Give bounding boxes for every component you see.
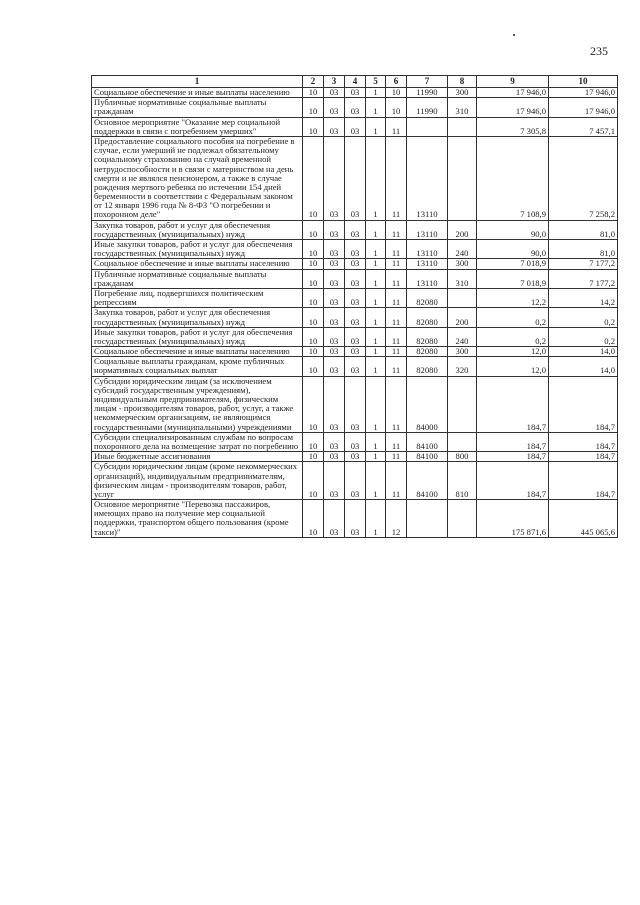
cell-subsection: 03 [345,308,366,327]
cell-event: 11 [386,432,407,451]
cell-event: 10 [386,98,407,117]
table-row [92,347,618,357]
cell-subsection: 03 [345,357,366,376]
cell-subsection: 03 [345,432,366,451]
table-row [92,327,618,346]
cell-code: 10 [303,269,324,288]
cell-amount-2: 0,2 [549,308,618,327]
cell-subsection: 03 [345,117,366,136]
cell-code: 10 [303,98,324,117]
cell-amount-2: 14,2 [549,288,618,307]
row-name: Закупка товаров, работ и услуг для обеспечения государственных (муниципальных) нужд [92,220,303,239]
cell-section: 03 [324,357,345,376]
cell-subsection: 03 [345,288,366,307]
cell-section: 03 [324,136,345,220]
cell-program: 1 [366,327,386,346]
cell-amount-2: 7 457,1 [549,117,618,136]
cell-amount-1: 90,0 [477,220,549,239]
table-row [92,288,618,307]
cell-section: 03 [324,452,345,462]
cell-program: 1 [366,117,386,136]
cell-amount-2: 184,7 [549,432,618,451]
cell-expense-type: 810 [448,462,477,500]
row-name: Погребение лиц, подвергшихся политическим репрессиям [92,288,303,307]
row-name: Основное мероприятие "Оказание мер социальной поддержки в связи с погребением умерших" [92,117,303,136]
cell-amount-2: 7 177,2 [549,269,618,288]
cell-amount-2: 445 065,6 [549,500,618,538]
cell-direction: 82080 [407,347,448,357]
cell-direction: 82080 [407,327,448,346]
cell-section: 03 [324,117,345,136]
row-name: Закупка товаров, работ и услуг для обеспечения государственных (муниципальных) нужд [92,308,303,327]
cell-program: 1 [366,259,386,269]
cell-subsection: 03 [345,452,366,462]
cell-section: 03 [324,269,345,288]
cell-expense-type [448,432,477,451]
cell-event: 10 [386,88,407,98]
row-name: Субсидии юридическим лицам (кроме некоммерческих организаций), индивидуальным предпринимателям, физическим лицам - производителям товаров, работ, услуг [92,462,303,500]
cell-code: 10 [303,452,324,462]
cell-section: 03 [324,259,345,269]
cell-program: 1 [366,347,386,357]
cell-direction: 84100 [407,432,448,451]
row-name: Предоставление социального пособия на погребение в случае, если умерший не подлежал обязательному социальному страхованию на случай временной нетрудоспособности и в связи с материнством на день смерти и не являлся пенсионером, а также в случае рождения мертвого ребенка по истечении 154 дней беременности в соответствии с Федеральным законом от 12 января 1996 года № 8-ФЗ "О погребении и похоронном деле" [92,136,303,220]
header-cell: 6 [386,76,407,88]
cell-code: 10 [303,288,324,307]
cell-expense-type [448,376,477,432]
cell-subsection: 03 [345,240,366,259]
cell-direction [407,117,448,136]
cell-direction: 13110 [407,269,448,288]
cell-program: 1 [366,357,386,376]
cell-subsection: 03 [345,500,366,538]
cell-amount-1: 90,0 [477,240,549,259]
cell-expense-type: 320 [448,357,477,376]
row-name: Иные бюджетные ассигнования [92,452,303,462]
cell-amount-1: 7 305,8 [477,117,549,136]
cell-amount-2: 184,7 [549,376,618,432]
row-name: Основное мероприятие "Перевозка пассажиров, имеющих право на получение мер социальной поддержки, транспортом общего пользования (кроме такси)" [92,500,303,538]
cell-subsection: 03 [345,376,366,432]
cell-code: 10 [303,462,324,500]
table-row [92,98,618,117]
cell-subsection: 03 [345,347,366,357]
cell-section: 03 [324,376,345,432]
cell-code: 10 [303,376,324,432]
table-row [92,500,618,538]
table-row [92,357,618,376]
cell-event: 11 [386,136,407,220]
cell-direction: 82080 [407,357,448,376]
cell-amount-1: 12,0 [477,357,549,376]
budget-table [91,75,618,538]
cell-section: 03 [324,288,345,307]
cell-expense-type: 300 [448,347,477,357]
cell-event: 11 [386,462,407,500]
table-header-row [92,76,618,88]
cell-expense-type: 310 [448,98,477,117]
cell-direction [407,500,448,538]
cell-direction: 13110 [407,136,448,220]
cell-program: 1 [366,269,386,288]
cell-subsection: 03 [345,259,366,269]
cell-amount-2: 7 258,2 [549,136,618,220]
cell-subsection: 03 [345,462,366,500]
cell-amount-1: 184,7 [477,432,549,451]
cell-event: 11 [386,308,407,327]
table-row [92,220,618,239]
cell-section: 03 [324,347,345,357]
table-row [92,117,618,136]
cell-expense-type: 240 [448,327,477,346]
row-name: Иные закупки товаров, работ и услуг для обеспечения государственных (муниципальных) нужд [92,240,303,259]
cell-event: 11 [386,288,407,307]
cell-direction: 84100 [407,452,448,462]
cell-expense-type: 240 [448,240,477,259]
cell-expense-type [448,117,477,136]
header-cell: 3 [324,76,345,88]
cell-expense-type: 300 [448,259,477,269]
cell-section: 03 [324,240,345,259]
table-row [92,462,618,500]
header-cell: 5 [366,76,386,88]
cell-direction: 11990 [407,88,448,98]
cell-amount-1: 7 018,9 [477,259,549,269]
row-name: Публичные нормативные социальные выплаты гражданам [92,269,303,288]
cell-section: 03 [324,88,345,98]
cell-subsection: 03 [345,98,366,117]
cell-expense-type: 200 [448,220,477,239]
cell-amount-1: 184,7 [477,462,549,500]
row-name: Публичные нормативные социальные выплаты гражданам [92,98,303,117]
cell-code: 10 [303,432,324,451]
cell-event: 11 [386,240,407,259]
cell-program: 1 [366,452,386,462]
cell-section: 03 [324,500,345,538]
cell-direction: 82080 [407,308,448,327]
cell-program: 1 [366,288,386,307]
cell-program: 1 [366,432,386,451]
cell-event: 11 [386,452,407,462]
cell-amount-1: 175 871,6 [477,500,549,538]
cell-section: 03 [324,462,345,500]
cell-amount-1: 184,7 [477,376,549,432]
cell-expense-type: 300 [448,88,477,98]
table-row [92,88,618,98]
cell-program: 1 [366,462,386,500]
cell-expense-type: 800 [448,452,477,462]
cell-amount-2: 7 177,2 [549,259,618,269]
cell-event: 11 [386,347,407,357]
cell-amount-1: 7 108,9 [477,136,549,220]
table-row [92,269,618,288]
row-name: Социальные выплаты гражданам, кроме публичных нормативных социальных выплат [92,357,303,376]
row-name: Субсидии специализированным службам по вопросам похоронного дела на возмещение затрат по погребению [92,432,303,451]
row-name: Иные закупки товаров, работ и услуг для обеспечения государственных (муниципальных) нужд [92,327,303,346]
header-cell: 2 [303,76,324,88]
cell-subsection: 03 [345,88,366,98]
cell-amount-2: 14,0 [549,357,618,376]
cell-amount-2: 81,0 [549,240,618,259]
cell-program: 1 [366,88,386,98]
header-cell: 9 [477,76,549,88]
cell-amount-2: 17 946,0 [549,98,618,117]
cell-code: 10 [303,259,324,269]
cell-amount-1: 17 946,0 [477,98,549,117]
cell-amount-2: 17 946,0 [549,88,618,98]
cell-amount-1: 17 946,0 [477,88,549,98]
header-cell: 10 [549,76,618,88]
header-cell: 8 [448,76,477,88]
cell-expense-type [448,500,477,538]
header-cell: 4 [345,76,366,88]
cell-amount-2: 0,2 [549,327,618,346]
cell-section: 03 [324,220,345,239]
table-row [92,452,618,462]
cell-direction: 84100 [407,462,448,500]
table-row [92,259,618,269]
row-name: Субсидии юридическим лицам (за исключением субсидий государственным учреждениям), индивидуальным предпринимателям, физическим лицам - производителям товаров, работ, услуг, а также некоммерческим организациям, не являющимся государственными (муниципальными) учреждениями [92,376,303,432]
cell-expense-type: 200 [448,308,477,327]
cell-code: 10 [303,88,324,98]
cell-section: 03 [324,308,345,327]
cell-amount-2: 184,7 [549,462,618,500]
cell-code: 10 [303,500,324,538]
cell-amount-2: 14,0 [549,347,618,357]
cell-code: 10 [303,357,324,376]
row-name: Социальное обеспечение и иные выплаты населению [92,88,303,98]
table-row [92,308,618,327]
cell-code: 10 [303,240,324,259]
cell-section: 03 [324,327,345,346]
cell-subsection: 03 [345,136,366,220]
cell-code: 10 [303,308,324,327]
cell-code: 10 [303,347,324,357]
row-name: Социальное обеспечение и иные выплаты населению [92,259,303,269]
cell-expense-type: 310 [448,269,477,288]
row-name: Социальное обеспечение и иные выплаты населению [92,347,303,357]
cell-program: 1 [366,136,386,220]
cell-amount-1: 12,0 [477,347,549,357]
cell-direction: 84000 [407,376,448,432]
cell-subsection: 03 [345,269,366,288]
cell-event: 11 [386,327,407,346]
cell-subsection: 03 [345,327,366,346]
cell-code: 10 [303,220,324,239]
cell-amount-1: 0,2 [477,308,549,327]
cell-program: 1 [366,308,386,327]
table-row [92,136,618,220]
cell-direction: 13110 [407,220,448,239]
cell-event: 11 [386,117,407,136]
cell-amount-1: 0,2 [477,327,549,346]
header-cell: 7 [407,76,448,88]
cell-event: 11 [386,269,407,288]
cell-amount-1: 7 018,9 [477,269,549,288]
table-row [92,376,618,432]
cell-code: 10 [303,117,324,136]
cell-program: 1 [366,240,386,259]
table-row [92,240,618,259]
cell-amount-1: 12,2 [477,288,549,307]
table-row [92,432,618,451]
header-cell: 1 [92,76,303,88]
cell-event: 12 [386,500,407,538]
cell-section: 03 [324,98,345,117]
cell-event: 11 [386,376,407,432]
cell-amount-2: 81,0 [549,220,618,239]
cell-event: 11 [386,220,407,239]
cell-event: 11 [386,357,407,376]
cell-subsection: 03 [345,220,366,239]
scan-dot [513,34,515,36]
cell-program: 1 [366,500,386,538]
cell-amount-2: 184,7 [549,452,618,462]
cell-direction: 11990 [407,98,448,117]
cell-direction: 13110 [407,240,448,259]
cell-expense-type [448,288,477,307]
cell-program: 1 [366,98,386,117]
cell-amount-1: 184,7 [477,452,549,462]
cell-direction: 13110 [407,259,448,269]
cell-code: 10 [303,327,324,346]
cell-code: 10 [303,136,324,220]
cell-program: 1 [366,220,386,239]
cell-expense-type [448,136,477,220]
cell-program: 1 [366,376,386,432]
cell-event: 11 [386,259,407,269]
cell-direction: 82080 [407,288,448,307]
cell-section: 03 [324,432,345,451]
page-number: 235 [590,44,608,58]
